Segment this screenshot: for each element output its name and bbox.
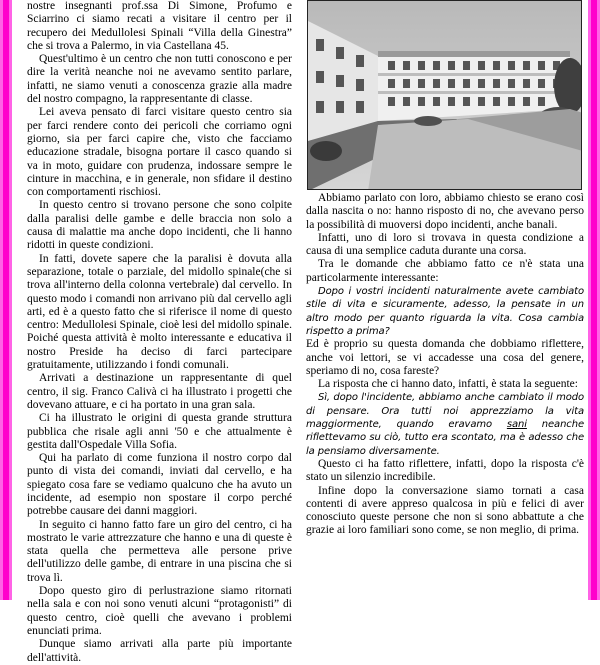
paragraph: Lei aveva pensato di farci visitare questo centro sia per farci rendere conto dei pericoli che corriamo ogni giorno, sia per farci capire che, visto che facciamo educazione stradale, bisogna portare il casco quando si va in moto, guidare con prudenza, indossare sempre le cinture in macchina, e in generale, non sfidare il destino con comportamenti rischiosi. (27, 106, 292, 199)
paragraph: Questo ci ha fatto riflettere, infatti, dopo la risposta c'è stato un silenzio incredibile. (306, 457, 584, 484)
paragraph: In fatti, dovete sapere che la paralisi è dovuta alla separazione, totale o parziale, del midollo spinale(che si trova all'interno della colonna vertebrale) dal cervello. In questo modo i comandi non arrivano più dal cervello agli arti, ed è a questo fatto che si riferisce il nome di questo centro: Medullolesi Spinale, cioè lesi del midollo spinale. Poiché questa attività è molto interessante e educativa il nostro Preside ha deciso di farci partecipare gratuitamente, utilizzando i fondi comunali. (27, 252, 292, 372)
right-text-column (306, 192, 584, 538)
answer-text-part: Sì, dopo l'incidente, abbiamo anche cambiato il modo di pensare. Ora tutti noi apprezziamo la vita maggiormente, quando eravamo (306, 392, 584, 431)
building-photo (307, 0, 582, 190)
paragraph: In seguito ci hanno fatto fare un giro del centro, ci ha mostrato le varie attrezzature che hanno e una di queste è stata quella che permetteva alle persone prive dell'utilizzo delle gambe, di entrare in una piscina che si trova lì. (27, 518, 292, 584)
paragraph: Ci ha illustrato le origini di questa grande struttura pubblica che risale agli anni '50 e che attualmente è gestita dall'Ospedale Villa Sofia. (27, 412, 292, 451)
paragraph: Infine dopo la conversazione siamo tornati a casa contenti di avere appreso qualcosa in più e felici di aver conosciuto queste persone che non si sono abbattute a che grazie ai loro familiari sono come, se non meglio, di prima. (306, 484, 584, 537)
paragraph: Arrivati a destinazione un rappresentante di quel centro, il sig. Franco Calivà ci ha illustrato i progetti che dovevano attuare, e ci ha portato in una gran sala. (27, 372, 292, 411)
magenta-page-border-right (588, 0, 600, 600)
interview-answer (306, 391, 584, 457)
paragraph: Dopo questo giro di perlustrazione siamo ritornati nella sala e con noi sono venuti alcuni “protagonisti” di questo centro, cioè quelli che avevano i problemi enunciati prima. (27, 585, 292, 637)
paragraph: Quest'ultimo è un centro che non tutti conoscono e per dire la verità neanche noi ne avevamo sentito parlare, infatti, ne siamo venuti a conoscenza grazie alla madre del nostro compagno, la rappresentante di classe. (27, 53, 292, 106)
paragraph: In questo centro si trovano persone che sono colpite dalla paralisi delle gambe e delle braccia non solo a causa di malattie ma anche dopo incidenti, che li hanno ridotti in queste condizioni. (27, 199, 292, 252)
paragraph: Tra le domande che abbiamo fatto ce n'è stata una particolarmente interessante: (306, 258, 584, 284)
magenta-page-border-left (0, 0, 12, 600)
paragraph: Ed è proprio su questa domanda che dobbiamo riflettere, anche voi lettori, se vi accadesse una cosa del genere, speriamo di no, cosa fareste? (306, 338, 584, 377)
paragraph: Abbiamo parlato con loro, abbiamo chiesto se erano così dalla nascita o no: hanno risposto di no, che avevano perso la possibilità di muoversi dopo incidenti, anche banali. (306, 192, 584, 231)
paragraph-intro: nostre insegnanti prof.ssa Di Simone, Profumo e Sciarrino ci siamo recati a visitare il centro per il recupero dei Medullolesi Spinali “Villa della Ginestra” che si trova a Palermo, in via Castellana 45. (27, 0, 292, 52)
interview-question: Dopo i vostri incidenti naturalmente avete cambiato stile di vita e sicuramente, adesso, la pensate in un altro modo per quanto riguarda la vita. Cosa cambia rispetto a prima? (306, 286, 584, 337)
left-text-column (27, 0, 292, 665)
answer-text-part: neanche riflettevamo su ciò, tutto era scontato, ma è adesso che la pensiamo diversamente. (306, 419, 584, 457)
building-photo-drawing (308, 1, 582, 190)
paragraph: Infatti, uno di loro si trovava in questa condizione a causa di una semplice caduta durante una corsa. (306, 231, 584, 258)
paragraph: La risposta che ci hanno dato, infatti, è stata la seguente: (318, 378, 578, 391)
paragraph: Qui ha parlato di come funziona il nostro corpo dal punto di vista dei comandi, inviati dal cervello, e ha spiegato cosa fare se vediamo qualcuno che ha avuto un incidente, ad esempio non spostare il corpo perché potrebbe causare dei danni maggiori. (27, 452, 292, 518)
underlined-word: sani (506, 419, 527, 431)
paragraph: Dunque siamo arrivati alla parte più importante dell'attività. (27, 638, 292, 664)
